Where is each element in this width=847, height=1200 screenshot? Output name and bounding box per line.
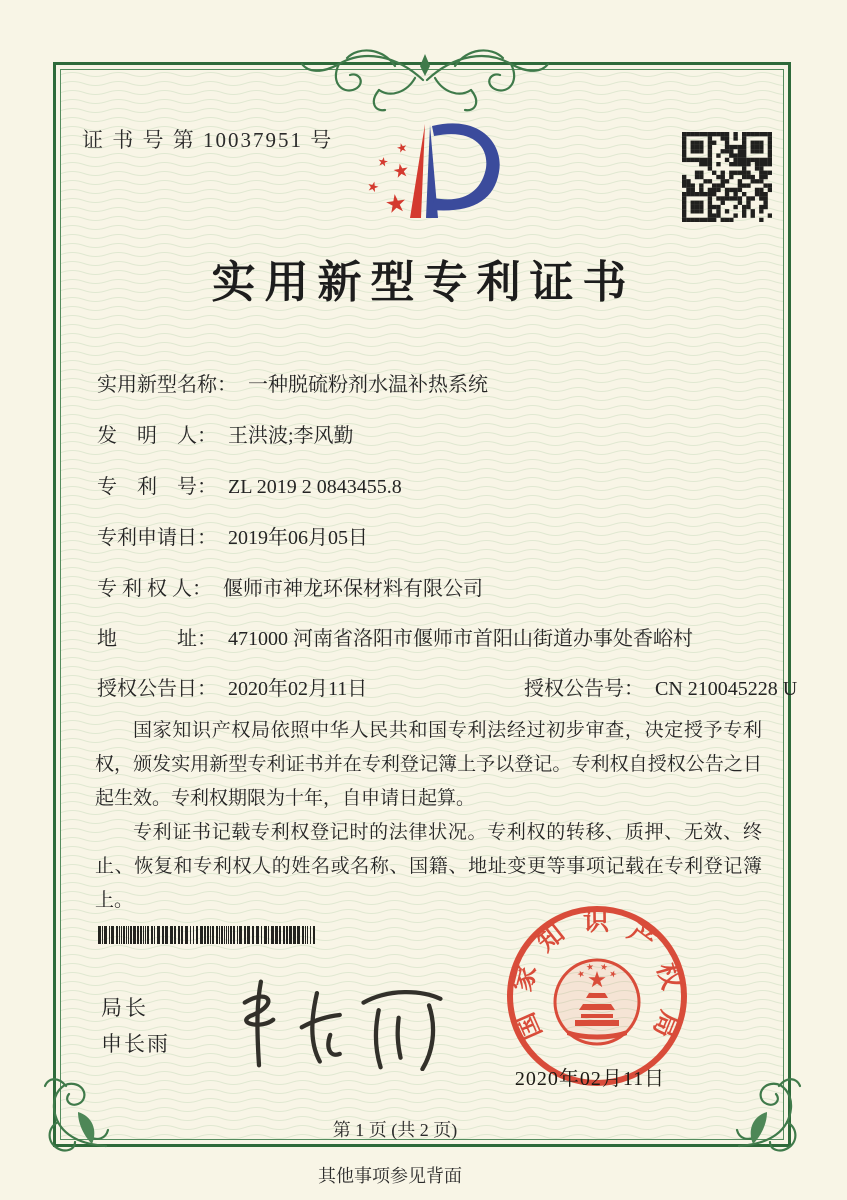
bottom-left-flourish xyxy=(42,1074,112,1154)
national-emblem xyxy=(555,960,639,1044)
field-label: 专 利 权 人： xyxy=(97,578,212,600)
field-patentee xyxy=(97,572,483,601)
field-grant-row xyxy=(97,672,798,701)
grant-number xyxy=(524,672,797,701)
legal-paragraph-1: 国家知识产权局依照中华人民共和国专利法经过初步审查，决定授予专利权，颁发实用新型专利证书并在专利登记簿上予以登记。专利权自授权公告之日起生效。专利权期限为十年，自申请日起算。 xyxy=(95,720,762,809)
certificate-number: 证 书 号 第 10037951 号 xyxy=(82,128,334,152)
seal-date: 2020年02月11日 xyxy=(514,1068,666,1090)
field-utility-name xyxy=(97,368,488,397)
seal-text: 国家知识产权局 xyxy=(507,906,687,1044)
field-inventors xyxy=(97,419,354,448)
bottom-right-flourish xyxy=(733,1074,803,1154)
qr-code xyxy=(682,132,772,222)
field-value: 471000 河南省洛阳市偃师市首阳山街道办事处香峪村 xyxy=(228,628,693,650)
field-label: 专利申请日： xyxy=(97,527,217,549)
legal-paragraph-2: 专利证书记载专利权登记时的法律状况。专利权的转移、质押、无效、终止、恢复和专利权人的姓名或名称、国籍、地址变更等事项记载在专利登记簿上。 xyxy=(95,822,762,911)
field-value: ZL 2019 2 0843455.8 xyxy=(228,476,402,498)
certificate-title: 实用新型专利证书 xyxy=(211,258,636,307)
legal-text xyxy=(95,714,762,918)
grant-date-label: 授权公告日： xyxy=(97,678,217,700)
grant-date-value: 2020年02月11日 xyxy=(228,678,368,700)
field-filing-date xyxy=(97,521,368,550)
field-value: 偃师市神龙环保材料有限公司 xyxy=(223,578,483,600)
field-value: 一种脱硫粉剂水温补热系统 xyxy=(248,374,488,396)
field-label: 实用新型名称： xyxy=(97,374,237,396)
commissioner-title: 局长 xyxy=(101,996,149,1020)
page-number: 第 1 页 (共 2 页) xyxy=(332,1120,458,1140)
signature-handwritten-icon xyxy=(232,976,457,1071)
field-address xyxy=(97,622,693,651)
field-label: 地 址： xyxy=(97,628,217,650)
field-value: 王洪波;李风勤 xyxy=(228,425,354,447)
field-label: 发 明 人： xyxy=(97,425,217,447)
grant-number-value: CN 210045228 U xyxy=(655,678,798,700)
grant-number-label: 授权公告号： xyxy=(524,678,644,700)
barcode xyxy=(98,926,318,944)
field-label: 专 利 号： xyxy=(97,476,217,498)
back-side-note: 其他事项参见背面 xyxy=(318,1166,462,1186)
commissioner-name: 申长雨 xyxy=(101,1032,170,1056)
field-patent-number xyxy=(97,470,402,499)
field-value: 2019年06月05日 xyxy=(228,527,368,549)
cnipa-logo-icon xyxy=(330,98,530,238)
